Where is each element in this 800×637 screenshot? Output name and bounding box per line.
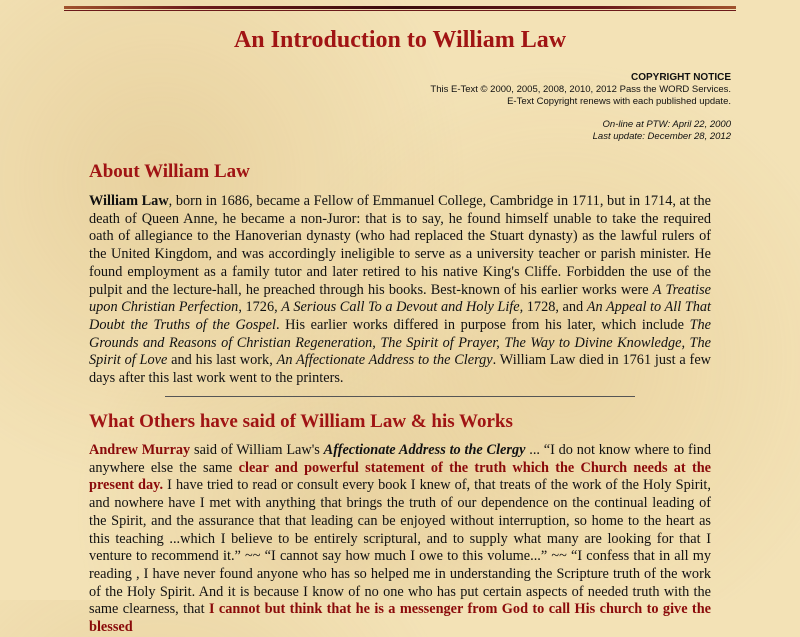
- author-name: William Law: [89, 193, 169, 209]
- about-text-5: and his last work,: [167, 352, 277, 369]
- about-paragraph: [89, 193, 711, 388]
- quote-text-1: said of William Law's: [190, 442, 324, 458]
- work-title-3: An Appeal to All That Doubt the Truths of the Gospel: [89, 299, 711, 333]
- work-title-5: An Affectionate Address to the Clergy: [276, 352, 493, 369]
- work-title-2: A Serious Call To a Devout and Holy Life,: [281, 299, 524, 316]
- copyright-heading: COPYRIGHT NOTICE: [630, 72, 731, 83]
- page-title: An Introduction to William Law: [233, 27, 567, 53]
- about-text-4: . His earlier works differed in purpose from his later, which include: [275, 316, 690, 333]
- online-date: On-line at PTW: April 22, 2000: [602, 119, 731, 130]
- about-text-6: . William Law died in 1761 just a few days after this last work went to the printers.: [89, 352, 711, 387]
- quote-emphasis-2: I cannot but think that he is a messenger from God to call His church to give the blessed: [89, 601, 711, 636]
- last-update-date: Last update: December 28, 2012: [592, 131, 731, 142]
- work-title-4: The Grounds and Reasons of Christian Regeneration, The Spirit of Prayer, The Way to Divine Knowledge, The Spirit of Love: [89, 316, 712, 369]
- about-heading: About William Law: [89, 161, 250, 182]
- copyright-notice: [331, 72, 731, 143]
- section-divider: [165, 396, 635, 397]
- work-title-1: A Treatise upon Christian Perfection: [89, 281, 711, 316]
- about-text-2: , 1726,: [238, 299, 282, 316]
- quote-author: Andrew Murray: [89, 442, 191, 458]
- about-text-3: 1728, and: [523, 299, 587, 316]
- copyright-renewal: E-Text Copyright renews with each published update.: [507, 96, 731, 107]
- copyright-line: This E-Text © 2000, 2005, 2008, 2010, 2012 Pass the WORD Services.: [430, 84, 731, 95]
- quote-text-2: ... “I do not know where to find anywhere else the same: [89, 442, 711, 476]
- quoted-work-title: Affectionate Address to the Clergy: [323, 442, 526, 458]
- about-text-1: , born in 1686, became a Fellow of Emmanuel College, Cambridge in 1711, but in 1714, at the death of Queen Anne, he became a non-Juror: that is to say, he found himself unable to take the required oath of allegiance to the Hanoverian dynasty (who had replaced the Stuart dynasty) as the lawful rulers of the United Kingdom, and was accordingly ineligible to serve as a university teacher or parish minister. He found employment as a family tutor and later retired to his native King's Cliffe. Forbidden the use of the pulpit and the lecture-hall, he preached through his books. Best-known of his earlier works were: [89, 193, 711, 298]
- others-paragraph: [89, 442, 711, 637]
- quote-text-3: I have tried to read or consult every book I knew of, that treats of the work of the Holy Spirit, and nowhere have I met with anything that brings the truth of our dependence on the continual leading of the Spirit, and the assurance that that leading can be enjoyed without interruption, so home to the heart as this teaching ...which I believe to be entirely scriptural, and to supply what many are looking for that I venture to recommend it.” ~~ “I cannot say how much I owe to this volume...” ~~ “I confess that in all my reading , I have never found anyone who has so helped me in understanding the Scripture truth of the work of the Holy Spirit. And it is because I know of no one who has put certain aspects of needed truth with the same clearness, that: [89, 477, 711, 618]
- others-heading: What Others have said of William Law & his Works: [89, 411, 513, 432]
- quote-emphasis-1: clear and powerful statement of the truth which the Church needs at the present day.: [89, 459, 712, 494]
- top-rule-thin: [64, 10, 736, 11]
- top-rule: [64, 6, 736, 9]
